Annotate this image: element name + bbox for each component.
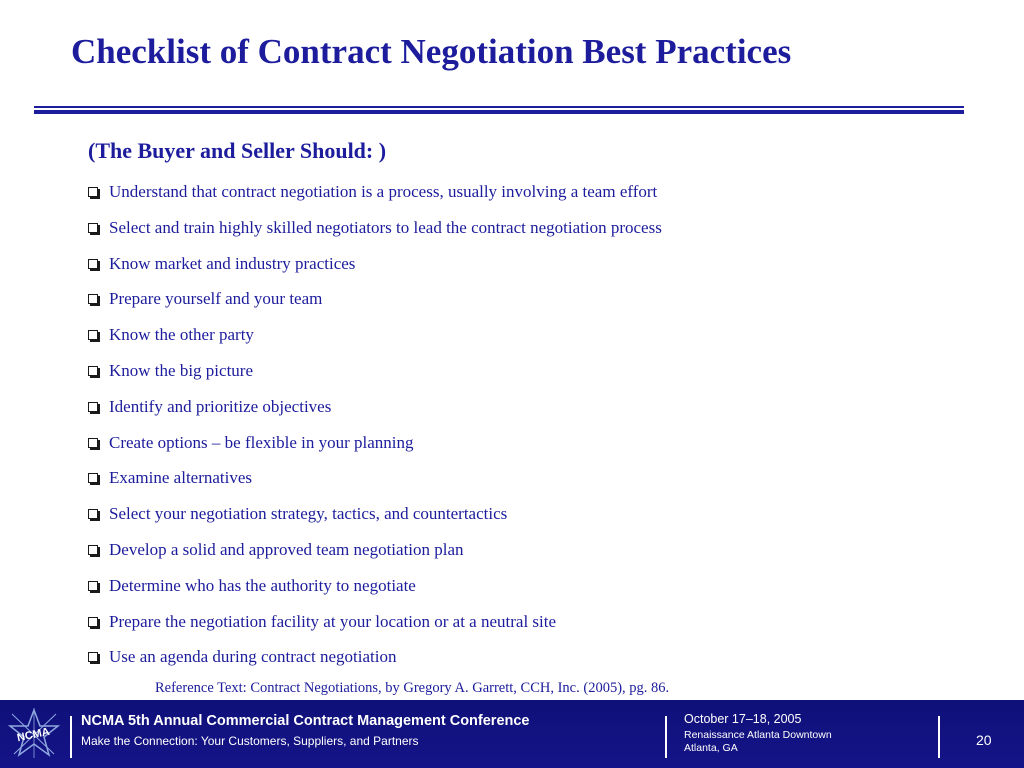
checkbox-icon — [88, 509, 98, 519]
checkbox-icon — [88, 473, 98, 483]
checklist-item — [88, 181, 662, 217]
checklist-item-text: Prepare the negotiation facility at your location or at a neutral site — [109, 611, 557, 631]
checklist-item — [88, 539, 662, 575]
conference-tagline: Make the Connection: Your Customers, Suppliers, and Partners — [81, 734, 419, 748]
checkbox-icon — [88, 438, 98, 448]
checklist-item — [88, 467, 662, 503]
ncma-star-logo-icon — [6, 708, 62, 760]
checkbox-icon — [88, 294, 98, 304]
checkbox-icon — [88, 330, 98, 340]
checklist-item-text: Create options – be flexible in your planning — [109, 432, 414, 452]
event-venue: Renaissance Atlanta Downtown — [684, 729, 832, 741]
checklist-item-text: Determine who has the authority to negotiate — [109, 575, 416, 595]
checklist-item-text: Select and train highly skilled negotiators to lead the contract negotiation process — [109, 217, 662, 237]
checklist-item-text: Develop a solid and approved team negotiation plan — [109, 539, 464, 559]
title-divider-thin — [34, 106, 964, 108]
page-number: 20 — [976, 732, 992, 748]
checklist-item — [88, 611, 662, 647]
checklist-item — [88, 253, 662, 289]
event-city: Atlanta, GA — [684, 742, 738, 754]
checkbox-icon — [88, 187, 98, 197]
checkbox-icon — [88, 617, 98, 627]
checkbox-icon — [88, 366, 98, 376]
checklist-item — [88, 396, 662, 432]
checklist-item — [88, 288, 662, 324]
checklist — [88, 181, 662, 682]
checklist-item-text: Examine alternatives — [109, 468, 253, 488]
title-divider-thick — [34, 110, 964, 114]
checklist-item — [88, 360, 662, 396]
footer-divider — [665, 716, 667, 758]
checklist-item — [88, 324, 662, 360]
slide-title: Checklist of Contract Negotiation Best Practices — [71, 32, 792, 71]
checkbox-icon — [88, 545, 98, 555]
checklist-item — [88, 646, 662, 682]
footer-divider — [938, 716, 940, 758]
checklist-item — [88, 217, 662, 253]
checklist-item-text: Know market and industry practices — [109, 253, 356, 273]
checklist-item — [88, 575, 662, 611]
reference-text: Reference Text: Contract Negotiations, by Gregory A. Garrett, CCH, Inc. (2005), pg. 86. — [155, 680, 670, 696]
checkbox-icon — [88, 402, 98, 412]
checklist-item-text: Prepare yourself and your team — [109, 289, 323, 309]
checklist-item-text: Use an agenda during contract negotiation — [109, 647, 397, 667]
event-date: October 17–18, 2005 — [684, 712, 802, 726]
checklist-item-text: Know the other party — [109, 325, 254, 345]
checklist-item — [88, 503, 662, 539]
checkbox-icon — [88, 223, 98, 233]
checkbox-icon — [88, 259, 98, 269]
logo-text: NCMA — [15, 725, 51, 745]
checkbox-icon — [88, 652, 98, 662]
checklist-subtitle: (The Buyer and Seller Should: ) — [88, 138, 387, 163]
checklist-item-text: Select your negotiation strategy, tactics, and countertactics — [109, 504, 508, 524]
checkbox-icon — [88, 581, 98, 591]
footer-bar — [0, 700, 1024, 768]
conference-name: NCMA 5th Annual Commercial Contract Management Conference — [81, 713, 530, 729]
checklist-item-text: Identify and prioritize objectives — [109, 396, 332, 416]
checklist-item-text: Understand that contract negotiation is a process, usually involving a team effort — [109, 182, 658, 201]
checklist-item-text: Know the big picture — [109, 360, 253, 380]
footer-divider — [70, 716, 72, 758]
checklist-item — [88, 432, 662, 468]
